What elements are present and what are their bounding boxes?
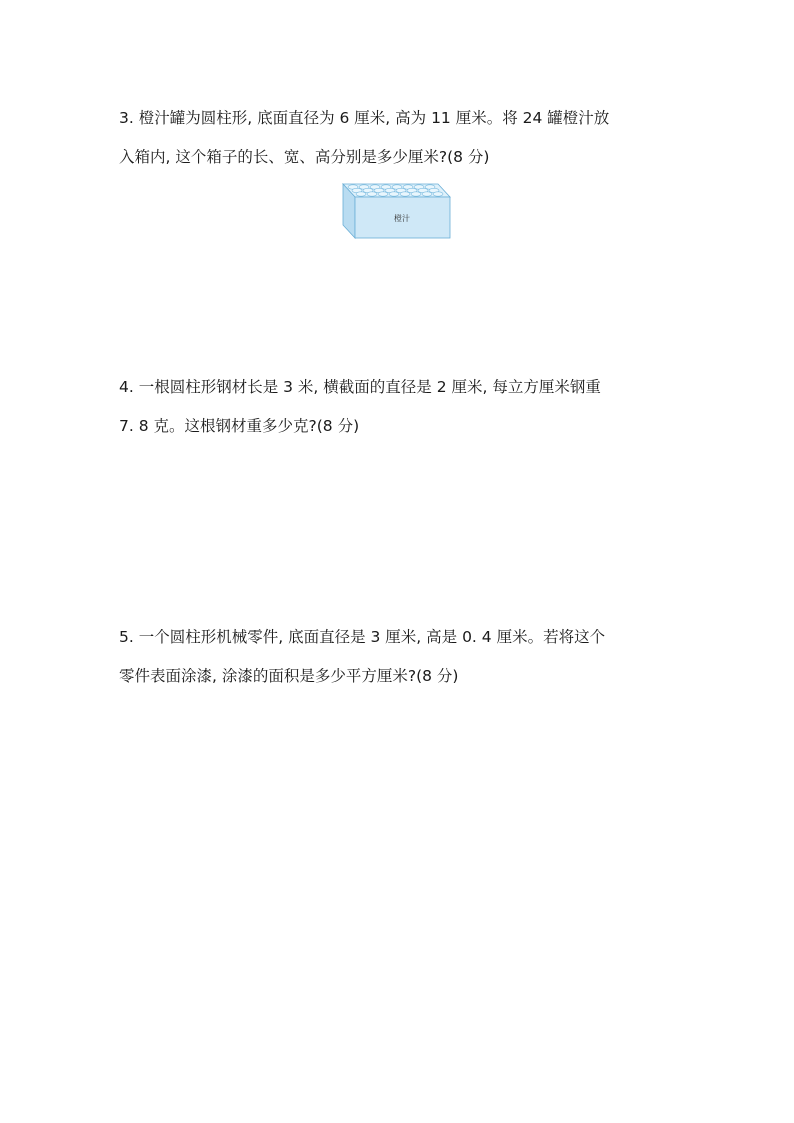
question-4-line-1: 4. 一根圆柱形钢材长是 3 米, 横截面的直径是 2 厘米, 每立方厘米钢重 [119, 378, 601, 396]
question-3-line-2: 入箱内, 这个箱子的长、宽、高分别是多少厘米?(8 分) [119, 148, 490, 166]
question-4 [119, 378, 679, 436]
box-label: 橙汁 [394, 214, 410, 223]
question-3 [119, 109, 679, 167]
question-3-line-1: 3. 橙汁罐为圆柱形, 底面直径为 6 厘米, 高为 11 厘米。将 24 罐橙汁放 [119, 109, 610, 127]
juice-box-illustration [342, 183, 452, 239]
question-5 [119, 628, 679, 686]
question-4-line-2: 7. 8 克。这根钢材重多少克?(8 分) [119, 417, 360, 435]
question-5-line-2: 零件表面涂漆, 涂漆的面积是多少平方厘米?(8 分) [119, 667, 459, 685]
question-5-line-1: 5. 一个圆柱形机械零件, 底面直径是 3 厘米, 高是 0. 4 厘米。若将这个 [119, 628, 606, 646]
